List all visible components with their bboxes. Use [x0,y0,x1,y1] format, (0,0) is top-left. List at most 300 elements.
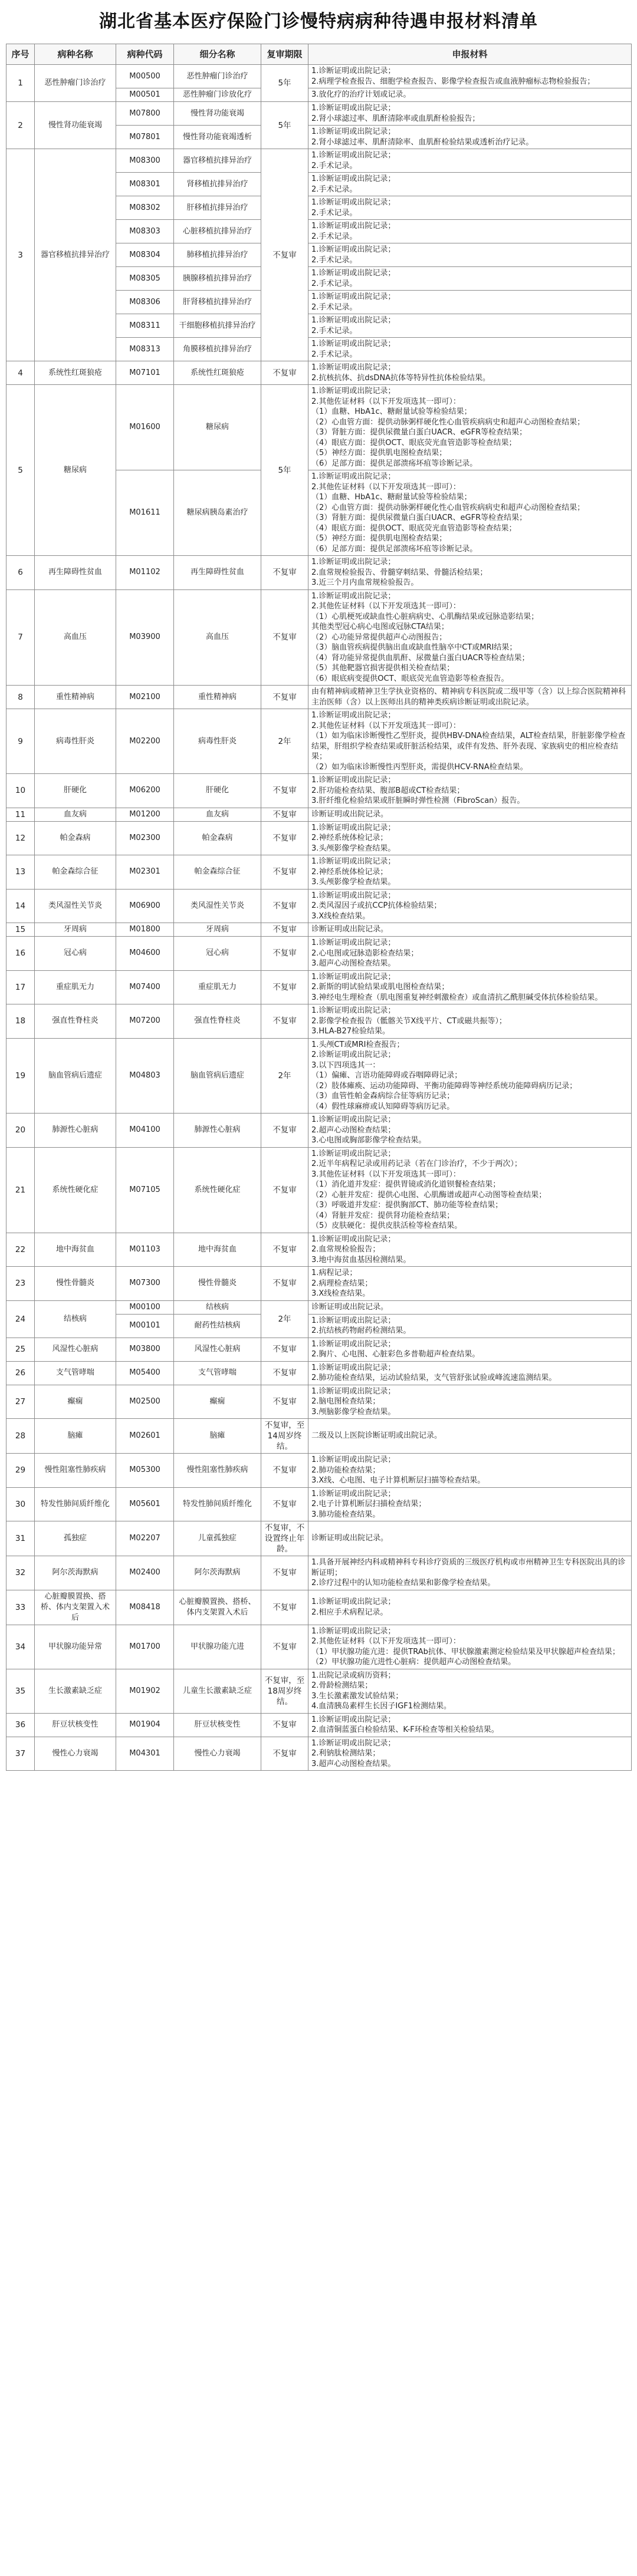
materials-cell: 1.诊断证明或出院记录； 2.手术记录。 [308,243,632,267]
materials-cell: 1.诊断证明或出院记录； 2.超声心动图检查结果； 3.心电图或胸部影像学检查结果。 [308,1114,632,1148]
seq-cell: 29 [6,1454,35,1488]
disease-name-cell: 慢性肾功能衰竭 [35,102,116,149]
disease-name-cell: 器官移植抗排异治疗 [35,149,116,361]
sub-name-cell: 儿童生长激素缺乏症 [174,1669,261,1713]
disease-code-cell: M08301 [116,173,174,196]
sub-name-cell: 耐药性结核病 [174,1314,261,1338]
materials-cell: 二级及以上医院诊断证明或出院记录。 [308,1419,632,1454]
seq-cell: 24 [6,1300,35,1338]
table-row [6,1147,632,1233]
materials-cell: 1.诊断证明或出院记录； 2.手术记录。 [308,338,632,361]
table-row [6,774,632,808]
table-row [6,1713,632,1737]
materials-cell: 1.诊断证明或出院记录； 2.肾小球滤过率、肌酐清除率或血肌酐检验报告； [308,102,632,126]
sub-name-cell: 慢性阻塞性肺疾病 [174,1454,261,1488]
disease-name-cell: 风湿性心脏病 [35,1338,116,1361]
seq-cell: 5 [6,385,35,556]
seq-cell: 27 [6,1385,35,1419]
disease-code-cell: M01200 [116,808,174,821]
seq-cell: 1 [6,65,35,102]
sub-name-cell: 风湿性心脏病 [174,1338,261,1361]
header-review-term: 复审期限 [261,44,308,65]
sub-name-cell: 牙周病 [174,923,261,937]
sub-name-cell: 肺移植抗排异治疗 [174,243,261,267]
disease-code-cell: M01902 [116,1669,174,1713]
sub-name-cell: 类风湿性关节炎 [174,889,261,923]
sub-name-cell: 心脏瓣膜置换、搭桥、体内支架置入术后 [174,1590,261,1625]
disease-code-cell: M05300 [116,1454,174,1488]
review-term-cell: 不复审，至14周岁终结。 [261,1419,308,1454]
materials-cell: 1.诊断证明或出院记录； 2.肝功能检查结果、腹部B超或CT检查结果； 3.肝纤维化检验结果或肝脏瞬时弹性检测（FibroScan）报告。 [308,774,632,808]
seq-cell: 35 [6,1669,35,1713]
disease-code-cell: M02301 [116,855,174,890]
sub-name-cell: 干细胞移植抗排异治疗 [174,314,261,338]
materials-table [6,44,632,1771]
sub-name-cell: 肺源性心脏病 [174,1114,261,1148]
materials-cell: 1.诊断证明或出院记录； 2.肺功能检查结果； 3.X线、心电图、电子计算机断层扫描等检查结果。 [308,1454,632,1488]
table-row [6,1590,632,1625]
disease-code-cell: M01800 [116,923,174,937]
materials-cell: 1.诊断证明或出院记录； 2.抗核抗体、抗dsDNA抗体等特异性抗体检验结果。 [308,361,632,385]
disease-code-cell: M00501 [116,88,174,102]
seq-cell: 20 [6,1114,35,1148]
sub-name-cell: 恶性肿瘤门诊放化疗 [174,88,261,102]
disease-name-cell: 高血压 [35,589,116,686]
review-term-cell: 5年 [261,385,308,556]
materials-cell: 1.诊断证明或出院记录； 2.血常规检验报告、骨髓穿刺结果、骨髓活检结果； 3.近三个月内血常规检验报告。 [308,556,632,590]
materials-cell: 由有精神病或精神卫生学执业资格的、精神病专科医院或二级甲等（含）以上综合医院精神科主治医师（含）以上医师出具的精神类疾病诊断证明或出院记录。 [308,686,632,709]
disease-code-cell: M02100 [116,686,174,709]
seq-cell: 2 [6,102,35,149]
seq-cell: 22 [6,1233,35,1267]
seq-cell: 32 [6,1556,35,1590]
sub-name-cell: 肝肾移植抗排异治疗 [174,291,261,314]
review-term-cell: 不复审 [261,1737,308,1771]
materials-cell: 1.诊断证明或出院记录； 2.相应手术病程记录。 [308,1590,632,1625]
disease-code-cell: M06200 [116,774,174,808]
sub-name-cell: 脑瘫 [174,1419,261,1454]
seq-cell: 12 [6,821,35,855]
disease-code-cell: M08313 [116,338,174,361]
materials-cell: 1.诊断证明或出院记录； 2.手术记录。 [308,220,632,243]
disease-name-cell: 慢性阻塞性肺疾病 [35,1454,116,1488]
table-row [6,1300,632,1314]
review-term-cell: 不复审 [261,686,308,709]
seq-cell: 31 [6,1521,35,1556]
header-sub-name: 细分名称 [174,44,261,65]
table-row [6,589,632,686]
disease-name-cell: 肝硬化 [35,774,116,808]
materials-cell: 诊断证明或出院记录。 [308,1521,632,1556]
seq-cell: 34 [6,1625,35,1669]
materials-cell: 1.诊断证明或出院记录； 2.手术记录。 [308,314,632,338]
sub-name-cell: 胰腺移植抗排异治疗 [174,267,261,291]
disease-code-cell: M02200 [116,709,174,774]
materials-cell: 1.诊断证明或出院记录； 2.手术记录。 [308,149,632,173]
seq-cell: 14 [6,889,35,923]
sub-name-cell: 慢性肾功能衰竭 [174,102,261,126]
materials-cell: 1.诊断证明或出院记录； 2.近半年病程记录或用药记录（若在门诊治疗，不少于两次）； 3.其他佐证材料（以下开发项选其一即可）： （1）消化道并发症：提供胃镜或消化道钡餐检查结果； （2）心脏并发症：提供心电图、心肌酶谱或超声心动图等检查结果； （3）呼吸道并发症：提供胸部CT、肺功能等检查结果； （4）肾脏并发症：提供肾功能检查结果； （5）皮肤硬化：提供皮肤活检等检查结果。 [308,1147,632,1233]
disease-code-cell: M07101 [116,361,174,385]
disease-name-cell: 重症肌无力 [35,970,116,1004]
disease-code-cell: M01103 [116,1233,174,1267]
sub-name-cell: 系统性红斑狼疮 [174,361,261,385]
review-term-cell: 不复审 [261,1233,308,1267]
sub-name-cell: 再生障碍性贫血 [174,556,261,590]
materials-cell: 3.放化疗的治疗计划或记录。 [308,88,632,102]
table-row [6,855,632,890]
materials-cell: 诊断证明或出院记录。 [308,923,632,937]
disease-code-cell: M01700 [116,1625,174,1669]
materials-cell: 1.出院记录或病历资料； 2.骨龄检测结果； 3.生长激素激发试验结果； 4.血清胰岛素样生长因子IGF1检测结果。 [308,1669,632,1713]
materials-cell: 1.诊断证明或出院记录； 2.神经系统体检记录； 3.头颅影像学检查结果。 [308,821,632,855]
disease-code-cell: M00100 [116,1300,174,1314]
table-row [6,1267,632,1301]
disease-code-cell: M01904 [116,1713,174,1737]
disease-code-cell: M08300 [116,149,174,173]
seq-cell: 23 [6,1267,35,1301]
table-row [6,1521,632,1556]
disease-code-cell: M04100 [116,1114,174,1148]
review-term-cell: 不复审 [261,1590,308,1625]
disease-name-cell: 重性精神病 [35,686,116,709]
materials-cell: 1.诊断证明或出院记录； 2.心电图或冠脉造影检查结果； 3.超声心动图检查结果。 [308,937,632,971]
disease-name-cell: 冠心病 [35,937,116,971]
materials-cell: 1.诊断证明或出院记录； 2.其他佐证材料（以下开发项选其一即可）： （1）心肌梗死或缺血性心脏病病史、心肌酶结果或冠脉造影结果； 其他类型冠心病心电图或冠脉CTA结果； （2）心功能异常提供超声心动图报告； （3）脑血管疾病提供脑出血或缺血性脑卒中CT或MRI结果； （4）肾功能异常提供血肌酐、尿微量白蛋白UACR等检查结果； （5）其他靶器官损害提供相关检查结果； （6）眼底病变提供OCT、眼底荧光血管造影等检查报告。 [308,589,632,686]
table-row [6,385,632,470]
review-term-cell: 不复审 [261,556,308,590]
sub-name-cell: 地中海贫血 [174,1233,261,1267]
table-row [6,1737,632,1771]
materials-cell: 1.诊断证明或出院记录； 2.血常规检验报告； 3.地中海贫血基因检测结果。 [308,1233,632,1267]
table-row [6,149,632,173]
review-term-cell: 不复审 [261,1556,308,1590]
disease-name-cell: 帕金森病 [35,821,116,855]
disease-name-cell: 病毒性肝炎 [35,709,116,774]
seq-cell: 7 [6,589,35,686]
disease-code-cell: M07300 [116,1267,174,1301]
sub-name-cell: 慢性骨髓炎 [174,1267,261,1301]
table-row [6,937,632,971]
materials-cell: 1.具备开展神经内科或精神科专科诊疗资质的三级医疗机构或市州精神卫生专科医院出具的诊断证明； 2.诊疗过程中的认知功能检查结果和影像学检查结果。 [308,1556,632,1590]
review-term-cell: 2年 [261,709,308,774]
table-row [6,65,632,88]
sub-name-cell: 帕金森病 [174,821,261,855]
disease-name-cell: 系统性硬化症 [35,1147,116,1233]
disease-name-cell: 再生障碍性贫血 [35,556,116,590]
sub-name-cell: 肝移植抗排异治疗 [174,196,261,220]
disease-code-cell: M01611 [116,470,174,556]
disease-name-cell: 脑瘫 [35,1419,116,1454]
disease-name-cell: 牙周病 [35,923,116,937]
sub-name-cell: 支气管哮喘 [174,1361,261,1385]
disease-name-cell: 癫痫 [35,1385,116,1419]
disease-code-cell: M06900 [116,889,174,923]
disease-code-cell: M00101 [116,1314,174,1338]
seq-cell: 36 [6,1713,35,1737]
materials-cell: 1.诊断证明或出院记录； 2.其他佐证材料（以下开发项选其一即可）： （1）血糖、HbA1c、糖耐量试验等检验结果； （2）心血管方面：提供动脉粥样硬化性心血管疾病病史和超声心动图检查结果； （3）肾脏方面：提供尿微量白蛋白UACR、eGFR等检查结果； （4）眼底方面：提供OCT、眼底荧光血管造影等检查结果； （5）神经方面：提供肌电图检查结果； （6）足部方面：提供足部溃疡坏疽等诊断记录。 [308,385,632,470]
review-term-cell: 不复审 [261,808,308,821]
seq-cell: 8 [6,686,35,709]
disease-code-cell: M08302 [116,196,174,220]
review-term-cell: 不复审 [261,1004,308,1039]
seq-cell: 25 [6,1338,35,1361]
disease-name-cell: 慢性骨髓炎 [35,1267,116,1301]
disease-name-cell: 孤独症 [35,1521,116,1556]
disease-code-cell: M08305 [116,267,174,291]
sub-name-cell: 角膜移植抗排异治疗 [174,338,261,361]
seq-cell: 9 [6,709,35,774]
disease-code-cell: M07200 [116,1004,174,1039]
sub-name-cell: 慢性肾功能衰竭透析 [174,126,261,149]
review-term-cell: 不复审 [261,1114,308,1148]
review-term-cell: 不复审 [261,1267,308,1301]
sub-name-cell: 器官移植抗排异治疗 [174,149,261,173]
sub-name-cell: 肝硬化 [174,774,261,808]
materials-cell: 1.诊断证明或出院记录； 2.手术记录。 [308,196,632,220]
disease-code-cell: M08306 [116,291,174,314]
disease-name-cell: 心脏瓣膜置换、搭桥、体内支架置入术后 [35,1590,116,1625]
materials-cell: 1.诊断证明或出院记录； 2.抗结核药物耐药检测结果。 [308,1314,632,1338]
seq-cell: 21 [6,1147,35,1233]
materials-cell: 1.诊断证明或出院记录； 2.电子计算机断层扫描检查结果； 3.肺功能检查结果。 [308,1487,632,1521]
disease-name-cell: 结核病 [35,1300,116,1338]
table-row [6,361,632,385]
sub-name-cell: 强直性脊柱炎 [174,1004,261,1039]
table-row [6,686,632,709]
sub-name-cell: 肾移植抗排异治疗 [174,173,261,196]
seq-cell: 17 [6,970,35,1004]
disease-code-cell: M02207 [116,1521,174,1556]
disease-code-cell: M04803 [116,1038,174,1114]
table-row [6,1004,632,1039]
review-term-cell: 不复审 [261,855,308,890]
materials-cell: 1.诊断证明或出院记录； 2.新斯的明试验结果或肌电图检查结果； 3.神经电生理检查（肌电图重复神经刺激检查）或血清抗乙酰胆碱受体抗体检验结果。 [308,970,632,1004]
disease-name-cell: 生长激素缺乏症 [35,1669,116,1713]
review-term-cell: 不复审，不设置终止年龄。 [261,1521,308,1556]
disease-name-cell: 慢性心力衰竭 [35,1737,116,1771]
sub-name-cell: 血友病 [174,808,261,821]
materials-cell: 1.诊断证明或出院记录； 2.手术记录。 [308,291,632,314]
seq-cell: 10 [6,774,35,808]
document-title: 湖北省基本医疗保险门诊慢特病病种待遇申报材料清单 [99,11,538,32]
disease-name-cell: 支气管哮喘 [35,1361,116,1385]
sub-name-cell: 帕金森综合征 [174,855,261,890]
review-term-cell: 2年 [261,1038,308,1114]
materials-cell: 1.诊断证明或出院记录； 2.其他佐证材料（以下开发项选其一即可）： （1）血糖、HbA1c、糖耐量试验等检验结果； （2）心血管方面：提供动脉粥样硬化性心血管疾病病史和超声心动图检查结果； （3）肾脏方面：提供尿微量白蛋白UACR、eGFR等检查结果； （4）眼底方面：提供OCT、眼底荧光血管造影等检查结果； （5）神经方面：提供肌电图检查结果； （6）足部方面：提供足部溃疡坏疽等诊断记录。 [308,470,632,556]
disease-code-cell: M02400 [116,1556,174,1590]
seq-cell: 37 [6,1737,35,1771]
review-term-cell: 不复审 [261,774,308,808]
review-term-cell: 不复审 [261,937,308,971]
review-term-cell: 不复审，至18周岁终结。 [261,1669,308,1713]
review-term-cell: 2年 [261,1300,308,1338]
disease-name-cell: 强直性脊柱炎 [35,1004,116,1039]
disease-code-cell: M00500 [116,65,174,88]
materials-cell: 1.诊断证明或出院记录； 2.类风湿因子或抗CCP抗体检验结果； 3.X线检查结果。 [308,889,632,923]
sub-name-cell: 系统性硬化症 [174,1147,261,1233]
seq-cell: 3 [6,149,35,361]
seq-cell: 13 [6,855,35,890]
seq-cell: 15 [6,923,35,937]
table-row [6,709,632,774]
table-row [6,923,632,937]
materials-cell: 1.诊断证明或出院记录； 2.肺功能检查结果，运动试验结果，支气管舒张试验或峰流速监测结果。 [308,1361,632,1385]
table-row [6,102,632,126]
materials-cell: 1.诊断证明或出院记录； 2.利钠肽检测结果； 3.超声心动图检查结果。 [308,1737,632,1771]
disease-name-cell: 甲状腺功能异常 [35,1625,116,1669]
review-term-cell: 5年 [261,65,308,102]
review-term-cell: 不复审 [261,821,308,855]
disease-name-cell: 肝豆状核变性 [35,1713,116,1737]
sub-name-cell: 冠心病 [174,937,261,971]
disease-code-cell: M07400 [116,970,174,1004]
disease-code-cell: M04600 [116,937,174,971]
disease-code-cell: M02300 [116,821,174,855]
disease-name-cell: 帕金森综合征 [35,855,116,890]
header-materials: 申报材料 [308,44,632,65]
disease-code-cell: M03800 [116,1338,174,1361]
seq-cell: 18 [6,1004,35,1039]
disease-name-cell: 类风湿性关节炎 [35,889,116,923]
header-seq: 序号 [6,44,35,65]
materials-cell: 1.诊断证明或出院记录； 2.影像学检查报告（骶髂关节X线平片、CT或磁共振等）； 3.HLA-B27检验结果。 [308,1004,632,1039]
sub-name-cell: 恶性肿瘤门诊治疗 [174,65,261,88]
materials-cell: 1.诊断证明或出院记录； 2.手术记录。 [308,267,632,291]
seq-cell: 28 [6,1419,35,1454]
disease-code-cell: M07105 [116,1147,174,1233]
disease-name-cell: 糖尿病 [35,385,116,556]
sub-name-cell: 糖尿病 [174,385,261,470]
header-disease-name: 病种名称 [35,44,116,65]
seq-cell: 4 [6,361,35,385]
table-row [6,970,632,1004]
sub-name-cell: 脑血管病后遗症 [174,1038,261,1114]
disease-code-cell: M07800 [116,102,174,126]
table-row [6,1625,632,1669]
review-term-cell: 不复审 [261,1385,308,1419]
materials-cell: 1.诊断证明或出院记录； 2.其他佐证材料（以下开发项选其一即可）： （1）如为临床诊断慢性乙型肝炎，提供HBV-DNA检查结果，ALT检查结果，肝脏影像学检查结果，肝组织学检查结果或肝脏活检结果，或伴有发热、肝外表现、家族病史的相应检查结果； （2）如为临床诊断慢性丙型肝炎，需提供HCV-RNA检查结果。 [308,709,632,774]
header-disease-code: 病种代码 [116,44,174,65]
sub-name-cell: 肝豆状核变性 [174,1713,261,1737]
sub-name-cell: 高血压 [174,589,261,686]
disease-code-cell: M05400 [116,1361,174,1385]
disease-name-cell: 恶性肿瘤门诊治疗 [35,65,116,102]
table-row [6,821,632,855]
review-term-cell: 不复审 [261,970,308,1004]
disease-code-cell: M01102 [116,556,174,590]
disease-code-cell: M04301 [116,1737,174,1771]
disease-name-cell: 阿尔茨海默病 [35,1556,116,1590]
materials-cell: 诊断证明或出院记录。 [308,808,632,821]
table-row [6,1556,632,1590]
table-row [6,1338,632,1361]
disease-name-cell: 血友病 [35,808,116,821]
table-row [6,1038,632,1114]
review-term-cell: 不复审 [261,361,308,385]
table-row [6,1487,632,1521]
seq-cell: 26 [6,1361,35,1385]
table-row [6,1669,632,1713]
disease-code-cell: M07801 [116,126,174,149]
seq-cell: 30 [6,1487,35,1521]
materials-cell: 1.诊断证明或出院记录； 2.病理学检查报告、细胞学检查报告、影像学检查报告或血液肿瘤标志物检验报告； [308,65,632,88]
sub-name-cell: 重症肌无力 [174,970,261,1004]
table-row [6,1233,632,1267]
disease-code-cell: M08311 [116,314,174,338]
disease-name-cell: 特发性肺间质纤维化 [35,1487,116,1521]
sub-name-cell: 慢性心力衰竭 [174,1737,261,1771]
disease-name-cell: 肺源性心脏病 [35,1114,116,1148]
sub-name-cell: 病毒性肝炎 [174,709,261,774]
review-term-cell: 不复审 [261,923,308,937]
review-term-cell: 不复审 [261,1147,308,1233]
review-term-cell: 不复审 [261,1361,308,1385]
materials-cell: 1.头颅CT或MRI检查报告； 2.诊断证明或出院记录； 3.以下四项选其一： （1）偏瘫、言语功能障碍或吞咽障碍记录； （2）肢体瘫痪、运动功能障碍、平衡功能障碍等神经系统功能障碍病历记录； （3）血管性帕金森病综合征等病历记录； （4）假性球麻痹或认知障碍等病历记录。 [308,1038,632,1114]
sub-name-cell: 阿尔茨海默病 [174,1556,261,1590]
materials-cell: 1.诊断证明或出院记录； 2.手术记录。 [308,173,632,196]
seq-cell: 16 [6,937,35,971]
table-row [6,1454,632,1488]
review-term-cell: 不复审 [261,149,308,361]
seq-cell: 19 [6,1038,35,1114]
disease-code-cell: M05601 [116,1487,174,1521]
table-header-row [6,44,632,65]
review-term-cell: 不复审 [261,1454,308,1488]
disease-code-cell: M02601 [116,1419,174,1454]
disease-code-cell: M01600 [116,385,174,470]
table-row [6,556,632,590]
table-body [6,65,632,1771]
review-term-cell: 不复审 [261,1625,308,1669]
table-row [6,1114,632,1148]
disease-code-cell: M08304 [116,243,174,267]
sub-name-cell: 心脏移植抗排异治疗 [174,220,261,243]
table-row [6,1385,632,1419]
materials-cell: 1.诊断证明或出院记录； 2.肾小球滤过率、肌酐清除率、血肌酐检验结果或透析治疗记录。 [308,126,632,149]
materials-cell: 1.诊断证明或出院记录； 2.脑电图检查结果； 3.颅脑影像学检查结果。 [308,1385,632,1419]
materials-cell: 1.病程记录； 2.病理检查结果； 3.X线检查结果。 [308,1267,632,1301]
disease-code-cell: M08418 [116,1590,174,1625]
materials-cell: 诊断证明或出院记录。 [308,1300,632,1314]
disease-name-cell: 脑血管病后遗症 [35,1038,116,1114]
review-term-cell: 不复审 [261,1338,308,1361]
disease-name-cell: 系统性红斑狼疮 [35,361,116,385]
materials-cell: 1.诊断证明或出院记录； 2.其他佐证材料（以下开发项选其一即可）： （1）甲状腺功能亢进：提供TRAb抗体、甲状腺激素测定检验结果及甲状腺超声检查结果； （2）甲状腺功能亢进性心脏病：提供超声心动图检查结果。 [308,1625,632,1669]
review-term-cell: 5年 [261,102,308,149]
disease-code-cell: M03900 [116,589,174,686]
materials-cell: 1.诊断证明或出院记录； 2.血清铜蓝蛋白检验结果、K-F环检查等相关检验结果。 [308,1713,632,1737]
review-term-cell: 不复审 [261,889,308,923]
materials-cell: 1.诊断证明或出院记录； 2.胸片、心电图、心脏彩色多普勒超声检查结果。 [308,1338,632,1361]
disease-name-cell: 地中海贫血 [35,1233,116,1267]
sub-name-cell: 癫痫 [174,1385,261,1419]
sub-name-cell: 糖尿病胰岛素治疗 [174,470,261,556]
sub-name-cell: 重性精神病 [174,686,261,709]
sub-name-cell: 儿童孤独症 [174,1521,261,1556]
disease-code-cell: M02500 [116,1385,174,1419]
review-term-cell: 不复审 [261,589,308,686]
table-row [6,889,632,923]
seq-cell: 33 [6,1590,35,1625]
review-term-cell: 不复审 [261,1487,308,1521]
table-row [6,808,632,821]
materials-cell: 1.诊断证明或出院记录； 2.神经系统体检记录； 3.头颅影像学检查结果。 [308,855,632,890]
seq-cell: 11 [6,808,35,821]
seq-cell: 6 [6,556,35,590]
review-term-cell: 不复审 [261,1713,308,1737]
sub-name-cell: 甲状腺功能亢进 [174,1625,261,1669]
